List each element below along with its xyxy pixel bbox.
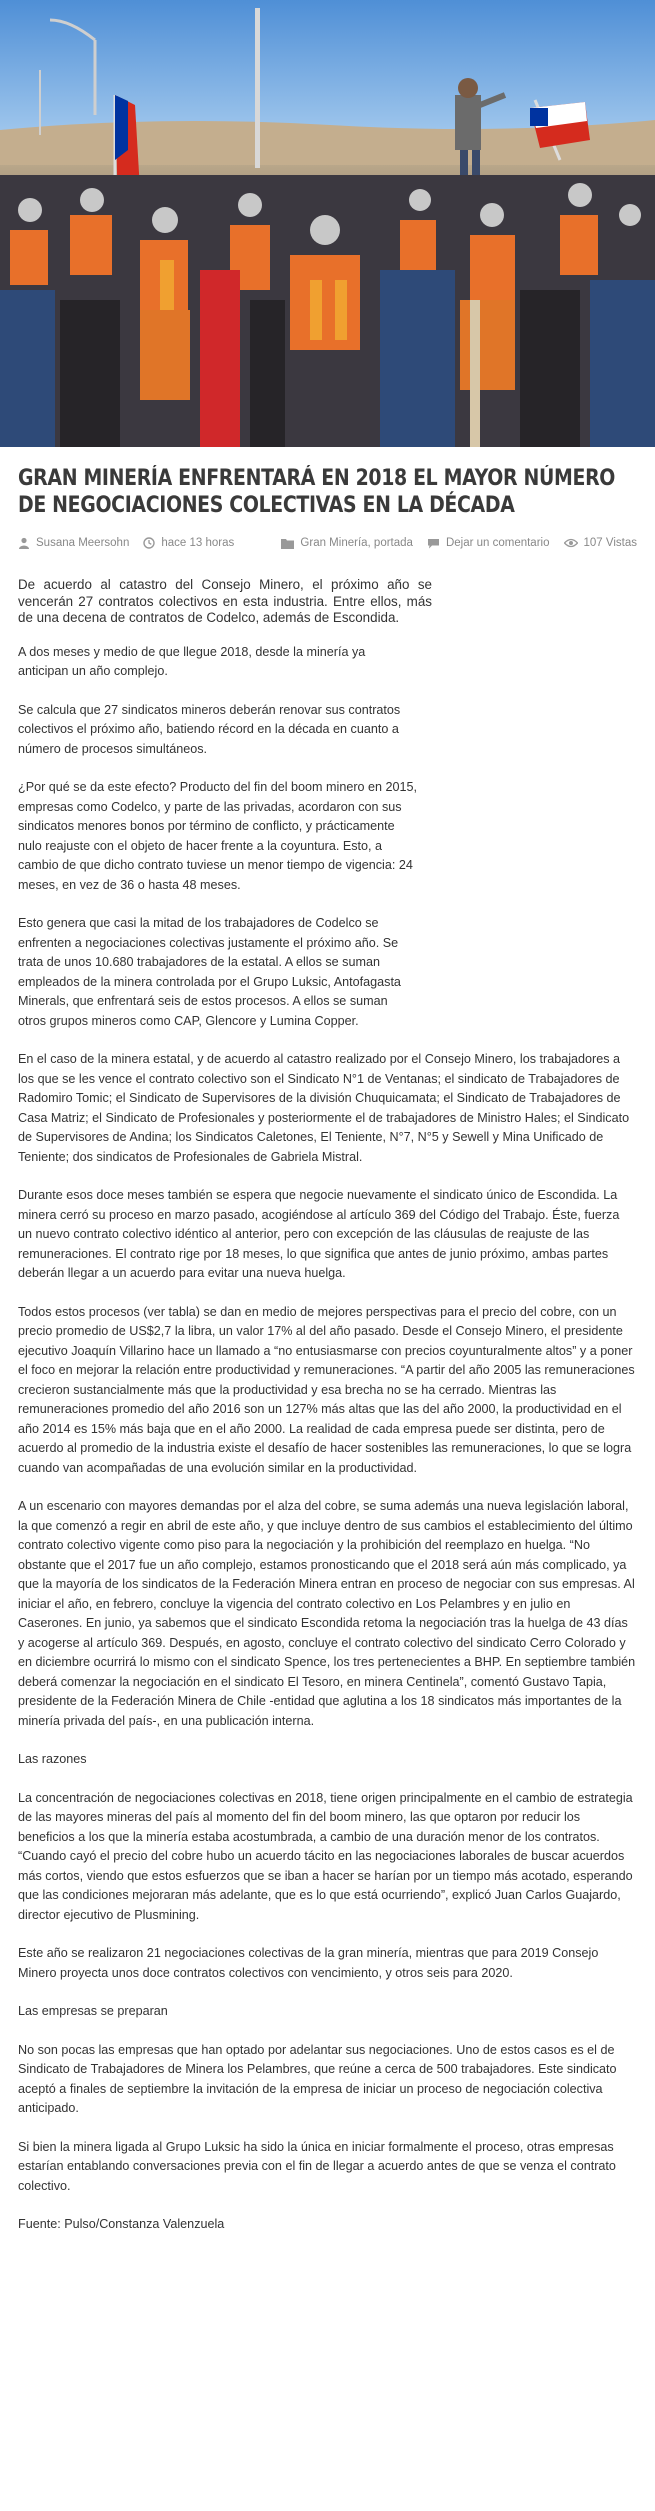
- paragraph: No son pocas las empresas que han optado por adelantar sus negociaciones. Uno de estos casos es el de Sindicato de Trabajadores de Minera los Pelambres, que reúne a cerca de 500 trabajadores. Este sindicato aceptó a finales de septiembre la invitación de la empresa de iniciar un proceso de negociación colectiva anticipado.: [18, 2042, 617, 2115]
- meta-comments[interactable]: [427, 537, 550, 549]
- user-icon: [18, 537, 30, 549]
- folder-icon: [281, 538, 294, 549]
- section-heading: Las empresas se preparan: [18, 2004, 168, 2018]
- article-body: [18, 577, 637, 2235]
- meta-views: [564, 537, 638, 549]
- hero-image: [0, 0, 655, 447]
- paragraph: A un escenario con mayores demandas por el alza del cobre, se suma además una nueva legislación laboral, la que comenzó a regir en abril de este año, y que incluye dentro de sus cambios el establecimiento del último contrato colectivo vigente como piso para la negociación y la prohibición del reemplazo en huelga. “No obstante que el 2017 fue un año complejo, estamos pronosticando que el 2018 será aún más complicado, ya que la mayoría de los sindicatos de la Federación Minera entran en proceso de negociar con sus empresas. Al iniciar el año, en febrero, concluye la vigencia del contrato colectivo en Los Pelambres y en julio en Caserones. En junio, ya sabemos que el sindicato Escondida retoma la negociación tras la huelga de 43 días y acogerse al artículo 369. Después, en agosto, concluye el contrato colectivo del sindicato Cerro Colorado y en diciembre ocurrirá lo mismo con el sindicato Spence, los tres pertenecientes a BHP. En septiembre también deberá comenzar la negociación en el sindicato El Tesoro, en minera Centinela”, comentó Gustavo Tapia, presidente de la Federación Minera de Chile -entidad que aglutina a los 18 sindicatos más importantes de la minería privada del país-, en una publicación interna.: [18, 1499, 636, 1728]
- paragraph: Esto genera que casi la mitad de los trabajadores de Codelco se enfrenten a negociaciones colectivas justamente el próximo año. Se trata de unos 10.680 trabajadores de la estatal. A ellos se suman empleados de la minera controlada por el Grupo Luksic, Antofagasta Minerals, que enfrentará seis de estos procesos. A ellos se suman otros grupos mineros como CAP, Glencore y Lumina Copper.: [18, 916, 401, 1028]
- paragraph: ¿Por qué se da este efecto? Producto del fin del boom minero en 2015, empresas como Codelco, y parte de las privadas, acordaron con sus sindicatos menores bonos por término de conflicto, y prácticamente nulo reajuste con el objeto de hacer frente a la coyuntura. Esto, a cambio de que dicho contrato tuviese un menor tiempo de vigencia: 24 meses, en vez de 36 o hasta 48 meses.: [18, 780, 418, 892]
- clock-icon: [143, 537, 155, 549]
- meta-time: [143, 537, 234, 549]
- meta-author[interactable]: [18, 537, 129, 549]
- meta-categories[interactable]: [281, 537, 413, 549]
- comment-link[interactable]: Dejar un comentario: [445, 537, 550, 549]
- category-links[interactable]: Gran Minería, portada: [300, 537, 413, 549]
- view-count: 107 Vistas: [583, 537, 637, 549]
- paragraph: La concentración de negociaciones colectivas en 2018, tiene origen principalmente en el cambio de estrategia de las mayores mineras del país al momento del fin del boom minero, las que optaron por reducir los beneficios a los que la minería estaba acostumbrada, a cambio de una duración menor de los contratos. “Cuando cayó el precio del cobre hubo un acuerdo tácito en las negociaciones laborales de buscar acuerdos más cortos, viendo que estos esfuerzos que se iban a hacer se harían por un tiempo más acotado, esperando que las condiciones mejoraran más adelante, que es lo que está ocurriendo”, explicó Juan Carlos Guajardo, director ejecutivo de Plusmining.: [18, 1790, 633, 1922]
- eye-icon: [564, 538, 578, 548]
- paragraph: Se calcula que 27 sindicatos mineros deberán renovar sus contratos colectivos el próximo año, batiendo récord en la década en cuanto a número de procesos simultáneos.: [18, 702, 401, 756]
- paragraph: En el caso de la minera estatal, y de acuerdo al catastro realizado por el Consejo Minero, los trabajadores a los que se les vence el contrato colectivo son el Sindicato N°1 de Ventanas; el sindicato de Trabajadores de Radomiro Tomic; el Sindicato de Supervisores de la división Chuquicamata; el Sindicato de Trabajadores de Casa Matriz; el Sindicato de Profesionales y posteriormente el de trabajadores de Ministro Hales; el Sindicato de Supervisores de Andina; los Sindicatos Caletones, El Teniente, N°7, N°5 y Sewell y Mina Unificado de Teniente; dos sindicatos de Profesionales de Gabriela Mistral.: [18, 1052, 630, 1164]
- post-meta: [18, 533, 637, 553]
- article-lead: De acuerdo al catastro del Consejo Minero, el próximo año se vencerán 27 contratos colectivos en esta industria. Entre ellos, más de una decena de contratos de Codelco, además de Escondida.: [18, 577, 432, 625]
- author-name[interactable]: Susana Meersohn: [36, 537, 130, 549]
- post-time: hace 13 horas: [161, 537, 235, 549]
- paragraph: Durante esos doce meses también se espera que negocie nuevamente el sindicato único de Escondida. La minera cerró su proceso en marzo pasado, acogiéndose al artículo 369 del Código del Trabajo. Éste, fuerza un nuevo contrato colectivo idéntico al anterior, pero con excepción de las cláusulas de reajuste de las remuneraciones. El contrato rige por 18 meses, lo que significa que antes de junio próximo, ambas partes deberán llegar a un acuerdo para evitar una nueva huelga.: [18, 1188, 620, 1280]
- paragraph: Este año se realizaron 21 negociaciones colectivas de la gran minería, mientras que para 2019 Consejo Minero proyecta unos doce contratos colectivos con vencimiento, y otros seis para 2020.: [18, 1946, 599, 1980]
- article-source: Fuente: Pulso/Constanza Valenzuela: [18, 2217, 225, 2231]
- paragraph: Si bien la minera ligada al Grupo Luksic ha sido la única en iniciar formalmente el proceso, otras empresas estarían entablando conversaciones previa con el fin de llegar a acuerdo antes de que se venza el contrato colectivo.: [18, 2139, 616, 2193]
- article-headline: GRAN MINERÍA ENFRENTARÁ EN 2018 EL MAYOR NÚMERO DE NEGOCIACIONES COLECTIVAS EN LA DÉCADA: [18, 466, 616, 518]
- paragraph: Todos estos procesos (ver tabla) se dan en medio de mejores perspectivas para el precio del cobre, con un precio promedio de US$2,7 la libra, un valor 17% al del año pasado. Desde el Consejo Minero, el presidente ejecutivo Joaquín Villarino hace un llamado a “no entusiasmarse con precios coyunturalmente altos” y a poner el foco en mejorar la relación entre productividad y remuneraciones. “A partir del año 2005 las remuneraciones crecieron sustancialmente más que la productividad y esa brecha no se ha cerrado. Mientras las remuneraciones promedio del año 2016 son un 127% más altas que las del año 2000, la productividad en el año 2014 es 15% más baja que en el año 2000. La realidad de cada empresa puede ser distinta, pero de acuerdo al promedio de la industria existe el desafío de hacer sostenibles las remuneraciones, lo que se logra cuando van acompañadas de una evolución similar en la productividad.: [18, 1304, 635, 1475]
- comment-icon: [427, 538, 440, 549]
- hero-photo: [0, 0, 655, 447]
- paragraph: A dos meses y medio de que llegue 2018, desde la minería ya anticipan un año complejo.: [18, 644, 366, 678]
- section-heading: Las razones: [18, 1752, 87, 1766]
